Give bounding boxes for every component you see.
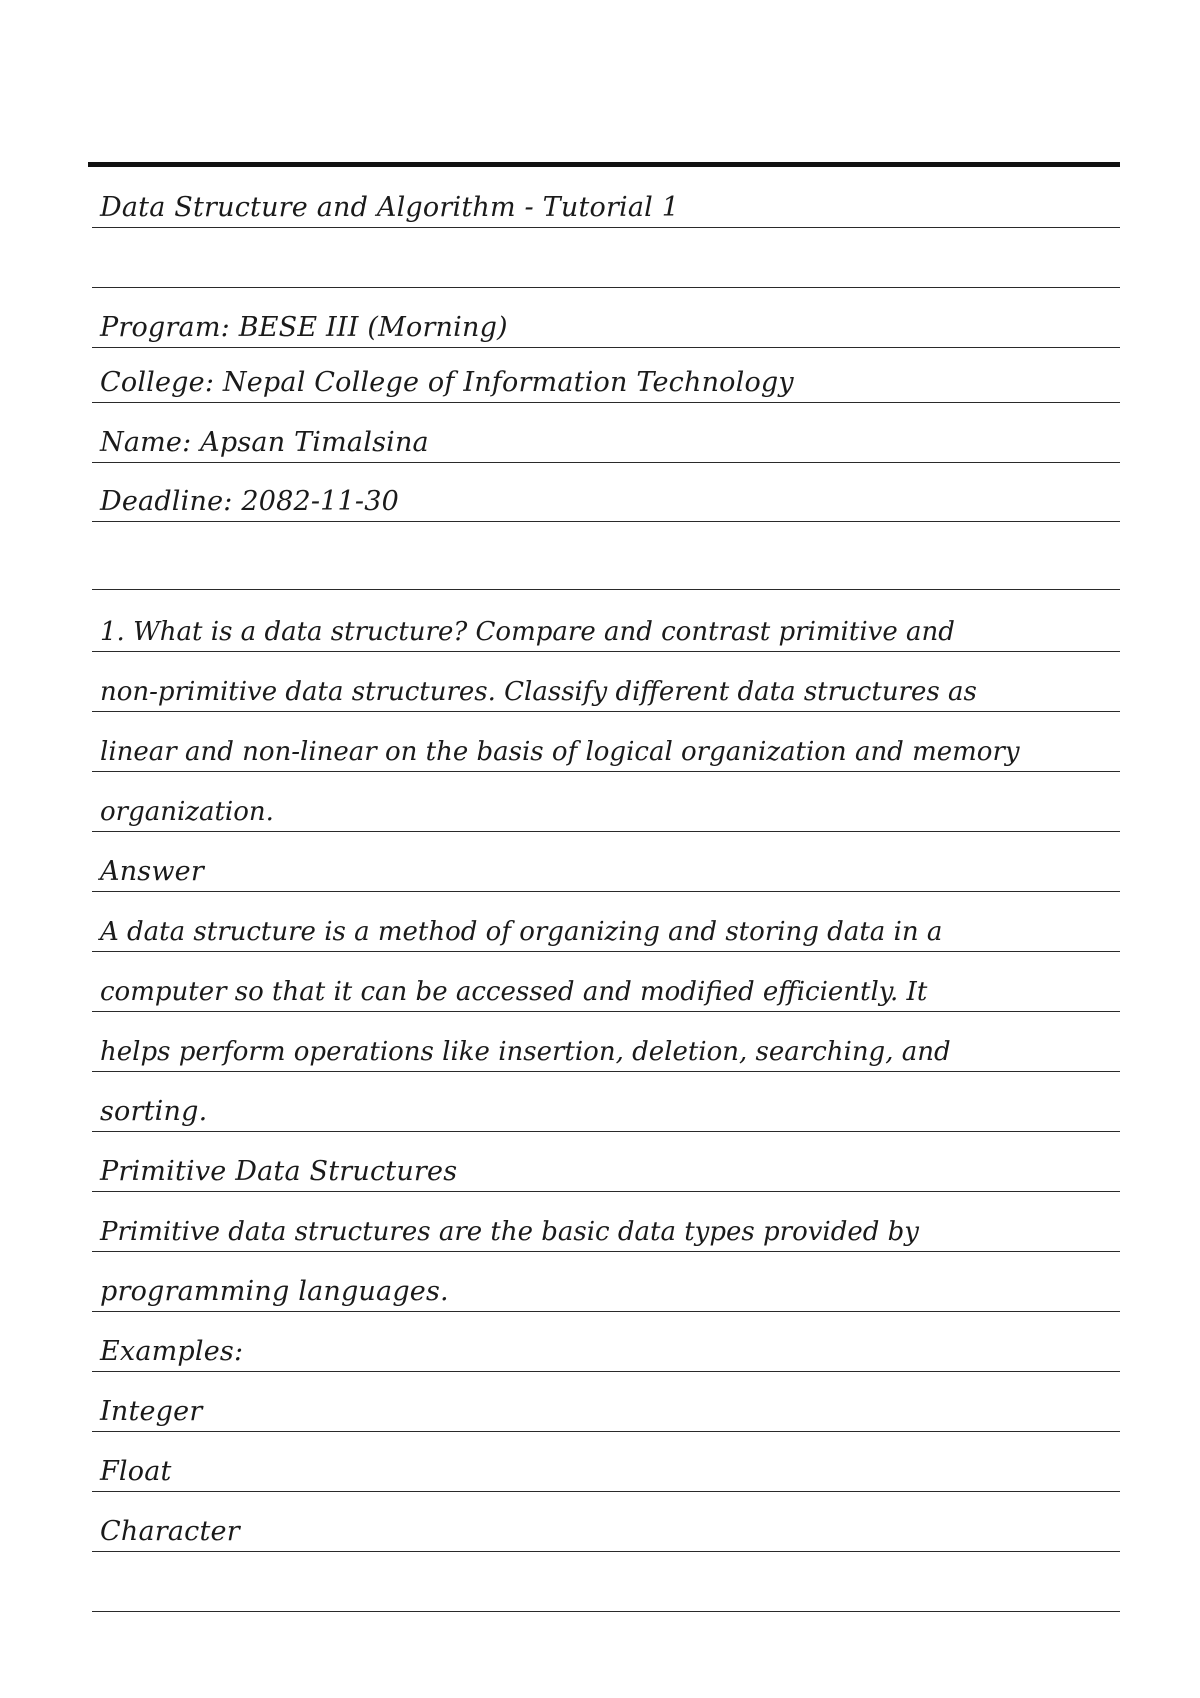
ruled-line-question [92,660,1120,712]
ruled-line-blank [92,1560,1120,1612]
example-item: Character [100,1516,240,1547]
ruled-line-examples-label [92,1320,1120,1372]
ruled-line-name [92,411,1120,463]
body-text: programming languages. [100,1276,449,1307]
ruled-line-example-item [92,1500,1120,1552]
ruled-line-title [92,176,1120,228]
ruled-line-example-item [92,1380,1120,1432]
ruled-line-example-item [92,1440,1120,1492]
name-line: Name: Apsan Timalsina [100,427,429,458]
ruled-line-blank [92,538,1120,590]
ruled-line-body [92,1200,1120,1252]
example-item: Float [100,1456,172,1487]
ruled-line-program [92,296,1120,348]
ruled-line-answer [92,1020,1120,1072]
ruled-line-body [92,1260,1120,1312]
ruled-line-blank [92,236,1120,288]
college-line: College: Nepal College of Information Technology [100,367,794,398]
ruled-line-answer-heading [92,840,1120,892]
answer-text: computer so that it can be accessed and modified efficiently. It [100,977,928,1007]
ruled-line-question [92,780,1120,832]
ruled-line-deadline [92,470,1120,522]
answer-text: helps perform operations like insertion, deletion, searching, and [100,1037,951,1067]
question-text: linear and non-linear on the basis of logical organization and memory [100,737,1020,767]
question-text: organization. [100,797,274,827]
worksheet-title: Data Structure and Algorithm - Tutorial 1 [100,192,680,223]
examples-label: Examples: [100,1336,244,1367]
ruled-line-question [92,720,1120,772]
ruled-line-answer [92,1080,1120,1132]
top-rule [88,162,1120,167]
example-item: Integer [100,1396,203,1427]
question-text: non-primitive data structures. Classify different data structures as [100,677,977,707]
ruled-line-answer [92,960,1120,1012]
ruled-line-answer [92,900,1120,952]
deadline-line: Deadline: 2082-11-30 [100,486,399,517]
answer-text: sorting. [100,1096,208,1127]
body-text: Primitive data structures are the basic data types provided by [100,1217,919,1247]
question-text: 1. What is a data structure? Compare and contrast primitive and [100,617,955,647]
ruled-line-college [92,351,1120,403]
program-line: Program: BESE III (Morning) [100,312,508,343]
section-heading: Primitive Data Structures [100,1156,458,1187]
ruled-line-section-heading [92,1140,1120,1192]
answer-text: A data structure is a method of organizing and storing data in a [100,917,943,947]
answer-heading: Answer [100,856,204,887]
ruled-line-question [92,600,1120,652]
